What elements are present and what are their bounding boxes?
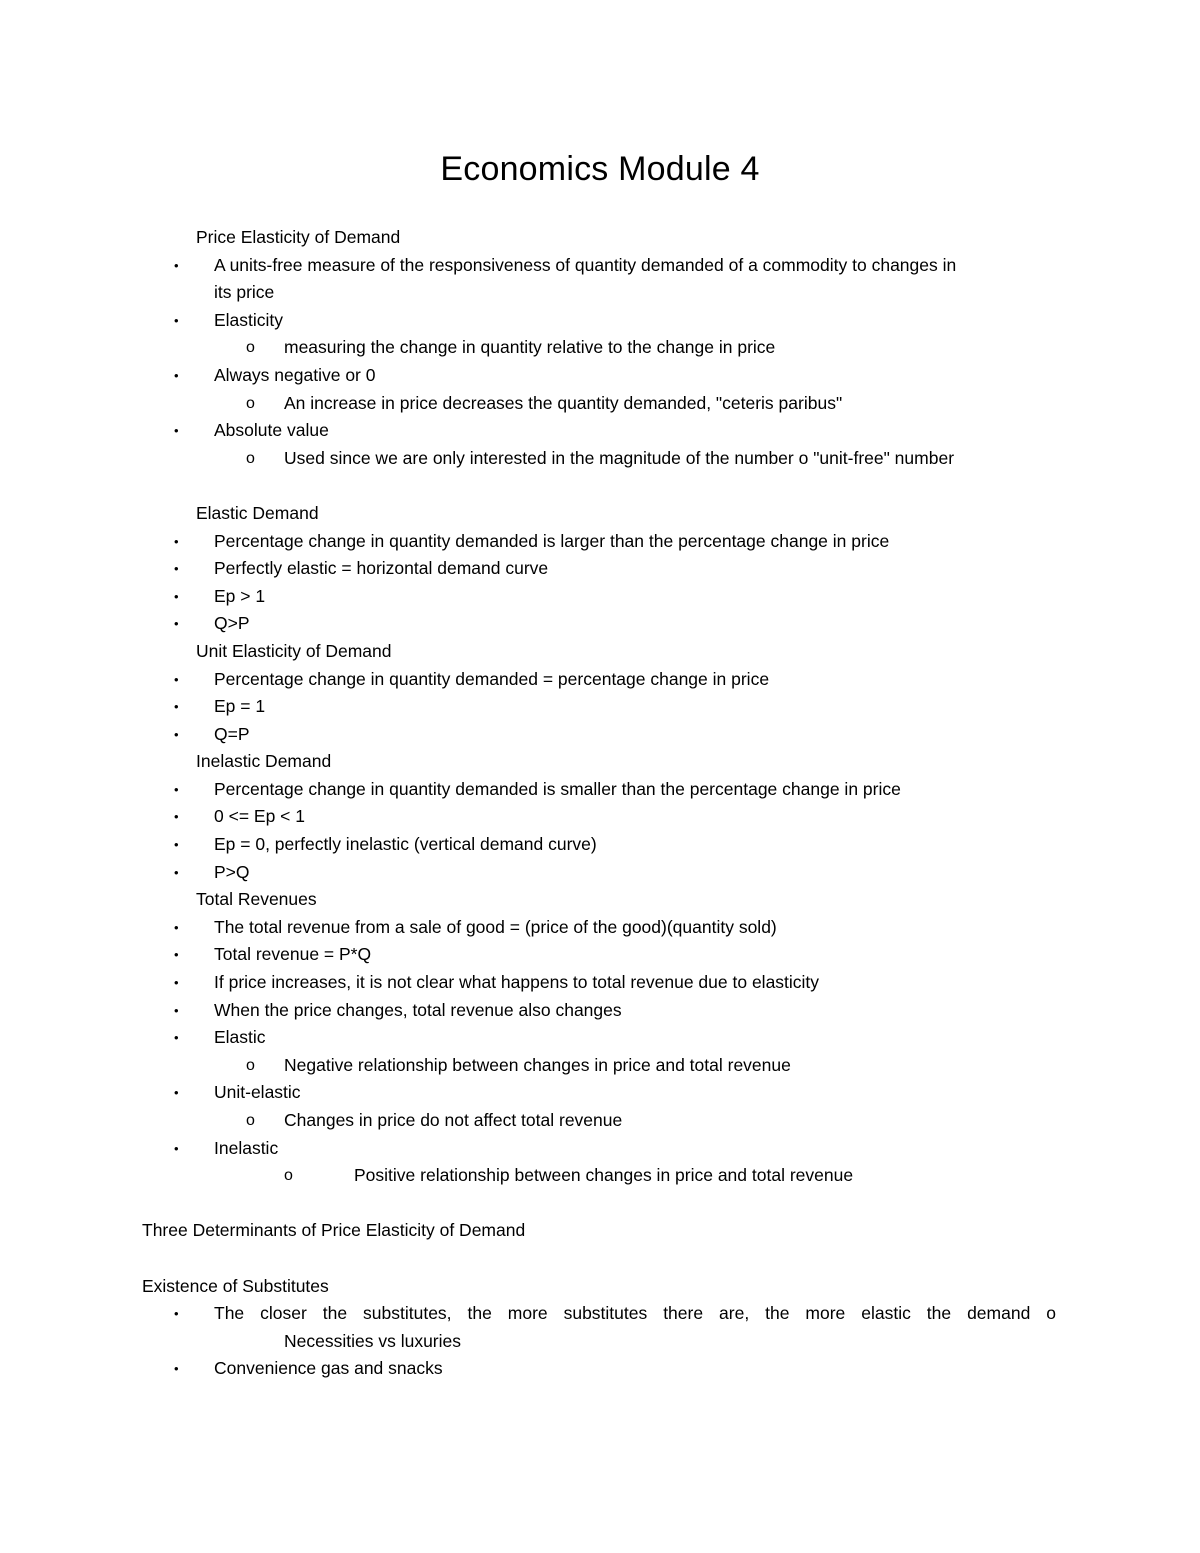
bullet-icon: •: [174, 257, 179, 273]
list-item-text: Inelastic: [214, 1137, 279, 1158]
bullet-icon: •: [174, 533, 179, 549]
list-item: [0, 969, 1200, 997]
sub-bullet-icon: o: [246, 1056, 255, 1074]
bullet-icon: •: [174, 726, 179, 742]
bullet-icon: •: [174, 1085, 179, 1101]
section-heading: [0, 748, 1200, 776]
list-item-text: Absolute value: [214, 420, 329, 441]
sub-bullet-icon: o: [246, 449, 255, 467]
sub-list-item: [0, 1162, 1200, 1190]
list-item-text: Ep = 1: [214, 696, 266, 717]
list-item: [0, 914, 1200, 942]
sub-bullet-icon: o: [246, 394, 255, 412]
list-item: [0, 1135, 1200, 1163]
bullet-icon: •: [174, 837, 179, 853]
sub-list-item-text: Used since we are only interested in the magnitude of the number o "unit-free" number: [284, 447, 955, 468]
section-heading-text: Unit Elasticity of Demand: [196, 640, 392, 661]
section-heading-text: Elastic Demand: [196, 502, 319, 523]
section-heading-text: Existence of Substitutes: [142, 1275, 329, 1296]
blank-line: [0, 472, 1200, 500]
list-item-text: Elastic: [214, 1027, 266, 1048]
bullet-icon: •: [174, 781, 179, 797]
section-heading: [0, 1217, 1200, 1245]
sub-list-item-text: Positive relationship between changes in price and total revenue: [354, 1165, 854, 1186]
list-item: [0, 417, 1200, 445]
list-item-text: Perfectly elastic = horizontal demand curve: [214, 558, 549, 579]
list-item-text: Total revenue = P*Q: [214, 944, 372, 965]
section-heading-text: Price Elasticity of Demand: [196, 227, 401, 247]
bullet-icon: •: [174, 616, 179, 632]
list-item: [0, 997, 1200, 1025]
bullet-icon: •: [174, 864, 179, 880]
sub-list-item: [0, 334, 1200, 362]
sub-list-item-text: Changes in price do not affect total revenue: [284, 1110, 623, 1130]
list-item: [0, 583, 1200, 611]
bullet-icon: •: [174, 809, 179, 825]
bullet-icon: •: [174, 1361, 179, 1377]
list-item: [0, 1079, 1200, 1107]
sub-list-item: [0, 445, 1200, 473]
bullet-icon: •: [174, 1030, 179, 1046]
document-body: [0, 224, 1200, 1383]
list-item-text: Necessities vs luxuries: [284, 1330, 461, 1351]
list-item-continuation: [0, 279, 1200, 307]
list-item-text: A units-free measure of the responsiveness of quantity demanded of a commodity to changes in: [214, 254, 957, 275]
list-item: [0, 252, 1200, 280]
section-heading: [0, 638, 1200, 666]
bullet-icon: •: [174, 312, 179, 328]
list-item: [0, 610, 1200, 638]
list-item: [0, 555, 1200, 583]
sub-list-item-text: Negative relationship between changes in price and total revenue: [284, 1054, 791, 1075]
bullet-icon: •: [174, 367, 179, 383]
bullet-icon: •: [174, 1002, 179, 1018]
bullet-icon: •: [174, 423, 179, 439]
section-heading-text: Inelastic Demand: [196, 751, 332, 772]
list-item-text: its price: [214, 282, 275, 303]
list-item-text: Ep > 1: [214, 585, 266, 606]
list-item-text: Percentage change in quantity demanded is larger than the percentage change in price: [214, 530, 890, 551]
bullet-icon: •: [174, 588, 179, 604]
list-item: [0, 859, 1200, 887]
bullet-icon: •: [174, 561, 179, 577]
section-heading-text: Total Revenues: [196, 889, 317, 910]
blank-line: [0, 1245, 1200, 1273]
bullet-icon: •: [174, 975, 179, 991]
section-heading: [0, 1273, 1200, 1301]
list-item: [0, 528, 1200, 556]
section-heading-text: Three Determinants of Price Elasticity of Demand: [142, 1220, 526, 1241]
list-item: [0, 721, 1200, 749]
list-item: [0, 1024, 1200, 1052]
list-item-text: Ep = 0, perfectly inelastic (vertical demand curve): [214, 834, 597, 855]
list-item-text: Percentage change in quantity demanded = percentage change in price: [214, 668, 770, 689]
bullet-icon: •: [174, 1306, 179, 1322]
section-heading: [0, 500, 1200, 528]
bullet-icon: •: [174, 699, 179, 715]
sub-list-item: [0, 1107, 1200, 1135]
list-item: [0, 1355, 1200, 1383]
list-item-text: Percentage change in quantity demanded is smaller than the percentage change in price: [214, 778, 901, 799]
list-item-continuation: [0, 1328, 1200, 1356]
sub-bullet-icon: o: [284, 1167, 293, 1185]
section-heading: [0, 886, 1200, 914]
list-item: [0, 941, 1200, 969]
list-item-text: Always negative or 0: [214, 364, 376, 385]
list-item: [0, 803, 1200, 831]
sub-list-item-text: An increase in price decreases the quantity demanded, "ceteris paribus": [284, 392, 843, 413]
sub-list-item: [0, 390, 1200, 418]
list-item-text: If price increases, it is not clear what happens to total revenue due to elasticity: [214, 972, 820, 993]
bullet-icon: •: [174, 947, 179, 963]
bullet-icon: •: [174, 919, 179, 935]
list-item: [0, 307, 1200, 335]
list-item: [0, 362, 1200, 390]
bullet-icon: •: [174, 1140, 179, 1156]
list-item: [0, 666, 1200, 694]
list-item-text: Q=P: [214, 723, 250, 744]
section-heading: [0, 224, 1200, 252]
list-item-text: The total revenue from a sale of good = (price of the good)(quantity sold): [214, 916, 777, 937]
sub-list-item: [0, 1052, 1200, 1080]
list-item: [0, 831, 1200, 859]
list-item-text: Convenience gas and snacks: [214, 1358, 443, 1379]
list-item-text: 0 <= Ep < 1: [214, 806, 305, 827]
list-item-text: Q>P: [214, 613, 250, 634]
sub-bullet-icon: o: [246, 339, 255, 357]
list-item-text: The closer the substitutes, the more substitutes there are, the more elastic the demand o: [214, 1303, 1056, 1324]
page-title: Economics Module 4: [440, 150, 760, 188]
list-item: [0, 693, 1200, 721]
list-item: [0, 776, 1200, 804]
list-item: [0, 1300, 1200, 1328]
list-item-text: Elasticity: [214, 309, 284, 330]
list-item-text: When the price changes, total revenue also changes: [214, 999, 622, 1020]
bullet-icon: •: [174, 671, 179, 687]
list-item-text: Unit-elastic: [214, 1082, 301, 1103]
sub-list-item-text: measuring the change in quantity relative to the change in price: [284, 337, 776, 358]
list-item-text: P>Q: [214, 861, 250, 882]
blank-line: [0, 1190, 1200, 1218]
sub-bullet-icon: o: [246, 1112, 255, 1129]
